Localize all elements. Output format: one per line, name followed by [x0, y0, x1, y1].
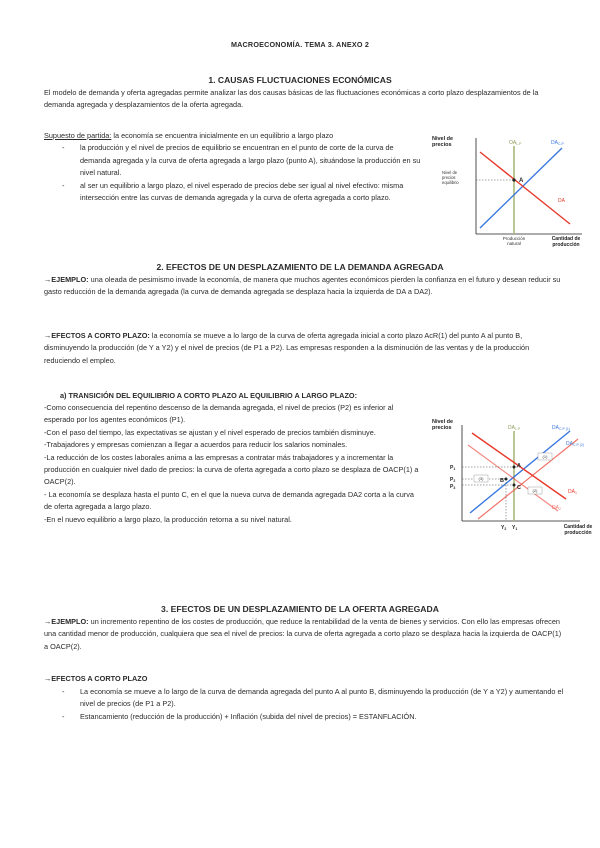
list-item: -La reducción de los costes laborales anima a las empresas a contratar más trabajadores y a incrementar la producción en cualquier nivel dado de precios: la curva de oferta agregada a corto plazo se desplaza de OACP(1) a OACP(2). [44, 452, 419, 487]
short-run-list [44, 686, 564, 723]
section-3-example [44, 616, 564, 653]
section-1-assumption [44, 130, 424, 204]
point-c-marker [513, 484, 516, 487]
list-item: -En el nuevo equilibrio a largo plazo, la producción retorna a su nivel natural. [44, 514, 292, 524]
list-item: - La economía se mueve a lo largo de la curva de demanda agregada del punto A al punto B, disminuyendo la producción (de Y a Y2) y aumentando el nivel de precios (de P1 a P2). [44, 686, 564, 711]
point-a-label: A [517, 463, 521, 469]
oacp1-curve [470, 431, 570, 513]
oacp2-label: $DA_{C.P (2)}$ [566, 441, 584, 447]
x-axis-label: Cantidad de [551, 236, 581, 242]
example-label: →EJEMPLO: [44, 617, 89, 626]
oacp1-label: $DA_{C.P (1)}$ [552, 425, 570, 431]
point-b-label: B [500, 478, 504, 484]
section-2-example [44, 274, 564, 299]
level-label: Nivel de [442, 170, 458, 175]
y-axis-label-2: precios [432, 142, 452, 148]
annotation-box-2-label: (2) [532, 488, 538, 493]
assumption-label: Supuesto de partida: [44, 131, 112, 140]
oalp-label: $OA_{L.P}$ [509, 140, 522, 146]
list-item: - la producción y el nivel de precios de equilibrio se encuentran en el punto de corte de la curva de demanda agregada y la curva de oferta agregada a largo plazo (punto A), situándose la producción en su nivel natural. [44, 142, 424, 179]
example-label: →EJEMPLO: [44, 275, 89, 284]
annotation-box-3-label: (3) [478, 476, 484, 481]
p3-label: $P_3$ [450, 484, 456, 490]
y1-label: $Y_1$ [512, 525, 518, 531]
point-a-label: A [519, 178, 524, 184]
point-c-label: C [517, 485, 521, 491]
da-label: DA [558, 198, 565, 204]
equilibrium-chart [430, 132, 590, 250]
demand-shift-chart [430, 415, 595, 540]
list-item: -Trabajadores y empresas comienzan a llegar a acuerdos para reducir los salarios nominales. [44, 440, 348, 450]
list-item: -Como consecuencia del repentino descenso de la demanda agregada, el nivel de precios (P2) es inferior al esperado por los agentes económicos (P1). [44, 403, 394, 425]
document-header: MACROECONOMÍA. TEMA 3. ANEXO 2 [230, 40, 370, 49]
assumption-list [44, 142, 424, 204]
section-3-title: 3. EFECTOS DE UN DESPLAZAMIENTO DE LA OFERTA AGREGADA [161, 604, 439, 614]
point-a-marker [512, 178, 515, 181]
short-run-label: →EFECTOS A CORTO PLAZO: [44, 331, 150, 340]
transition-lines [44, 402, 424, 526]
list-item: - Estancamiento (reducción de la producción) + Inflación (subida del nivel de precios) = ESTANFLACIÓN. [44, 711, 564, 723]
oacp-curve [480, 148, 562, 228]
section-3-short-run-label: →EFECTOS A CORTO PLAZO [44, 674, 148, 683]
point-b-marker [505, 478, 508, 481]
short-run-text: la economía se mueve a lo largo de la curva de oferta agregada inicial a corto plazo AcR(1) del punto A al punto B, disminuyendo la producción (de Y a Y2) y el nivel de precios (de P1 a P2). Las empresas responden a la disminución de las ventas y de la producción reduciendo el empleo. [44, 331, 530, 365]
assumption-text: la economía se encuentra inicialmente en un equilibrio a largo plazo [111, 131, 334, 140]
da-curve [480, 152, 570, 224]
y-axis-label-2: precios [432, 425, 452, 431]
p1-label: $P_1$ [450, 465, 456, 471]
section-1-intro: El modelo de demanda y oferta agregadas permite analizar las dos causas básicas de las fluctuaciones económicas a corto plazo desplazamientos de la demanda agregada y desplazamientos de la oferta agregada. [44, 88, 539, 110]
section-2-title: 2. EFECTOS DE UN DESPLAZAMIENTO DE LA DEMANDA AGREGADA [156, 262, 444, 272]
da2-label: $DA_2$ [552, 505, 561, 511]
natural-output-label: Producción [502, 236, 526, 241]
example-text: una oleada de pesimismo invade la economía, de manera que muchos agentes económicos pierden la confianza en el futuro y desean reducir su gasto reducción de la demanda agregada (la curva de demanda agregada se desplaza hacia la izquierda de DA a DA2). [44, 275, 561, 297]
y-axis-label: Nivel de [432, 136, 454, 142]
section-3-short-run [44, 686, 564, 723]
level-label-2: precios [442, 175, 456, 180]
annotation-box-1-label: (1) [542, 454, 548, 459]
section-1-title: 1. CAUSAS FLUCTUACIONES ECONÓMICAS [208, 75, 392, 85]
list-item: - al ser un equilibrio a largo plazo, el nivel esperado de precios debe ser igual al nivel efectivo: misma intersección entre las curvas de demanda agregada y la curva de oferta agregada a corto plazo. [44, 180, 424, 205]
y2-label: $Y_2$ [501, 525, 507, 531]
list-item: -Con el paso del tiempo, las expectativas se ajustan y el nivel esperado de precios también disminuye. [44, 427, 376, 437]
oalp-label: $DA_{L.P}$ [508, 425, 521, 431]
y-axis-label: Nivel de [432, 419, 454, 425]
section-2-short-run [44, 330, 564, 367]
example-text: un incremento repentino de los costes de producción, que reduce la rentabilidad de la venta de bienes y servicios. Con ello las empresas ofrecen una cantidad menor de producción, cualquiera que sea el nivel de precios: la curva de oferta agregada a corto plazo se desplaza hacia la izquierda de OACP(1) a OACP(2). [44, 617, 562, 651]
da1-label: $DA_1$ [568, 489, 577, 495]
x-axis-label: Cantidad de [563, 524, 593, 530]
list-item: - La economía se desplaza hasta el punto C, en el que la nueva curva de demanda agregada DA2 corta a la curva de oferta agregada a largo plazo. [44, 489, 414, 512]
transition-subtitle: a) TRANSICIÓN DEL EQUILIBRIO A CORTO PLAZO AL EQUILIBRIO A LARGO PLAZO: [60, 391, 358, 400]
level-label-3: equilibrio [442, 180, 459, 185]
x-axis-label-2: producción [564, 530, 592, 536]
oacp-label: $DA_{C.P}$ [551, 140, 564, 146]
p2-label: $P_2$ [450, 477, 456, 483]
point-a-marker [513, 466, 516, 469]
x-axis-label-2: producción [552, 242, 580, 248]
natural-output-label-2: natural [507, 241, 521, 246]
